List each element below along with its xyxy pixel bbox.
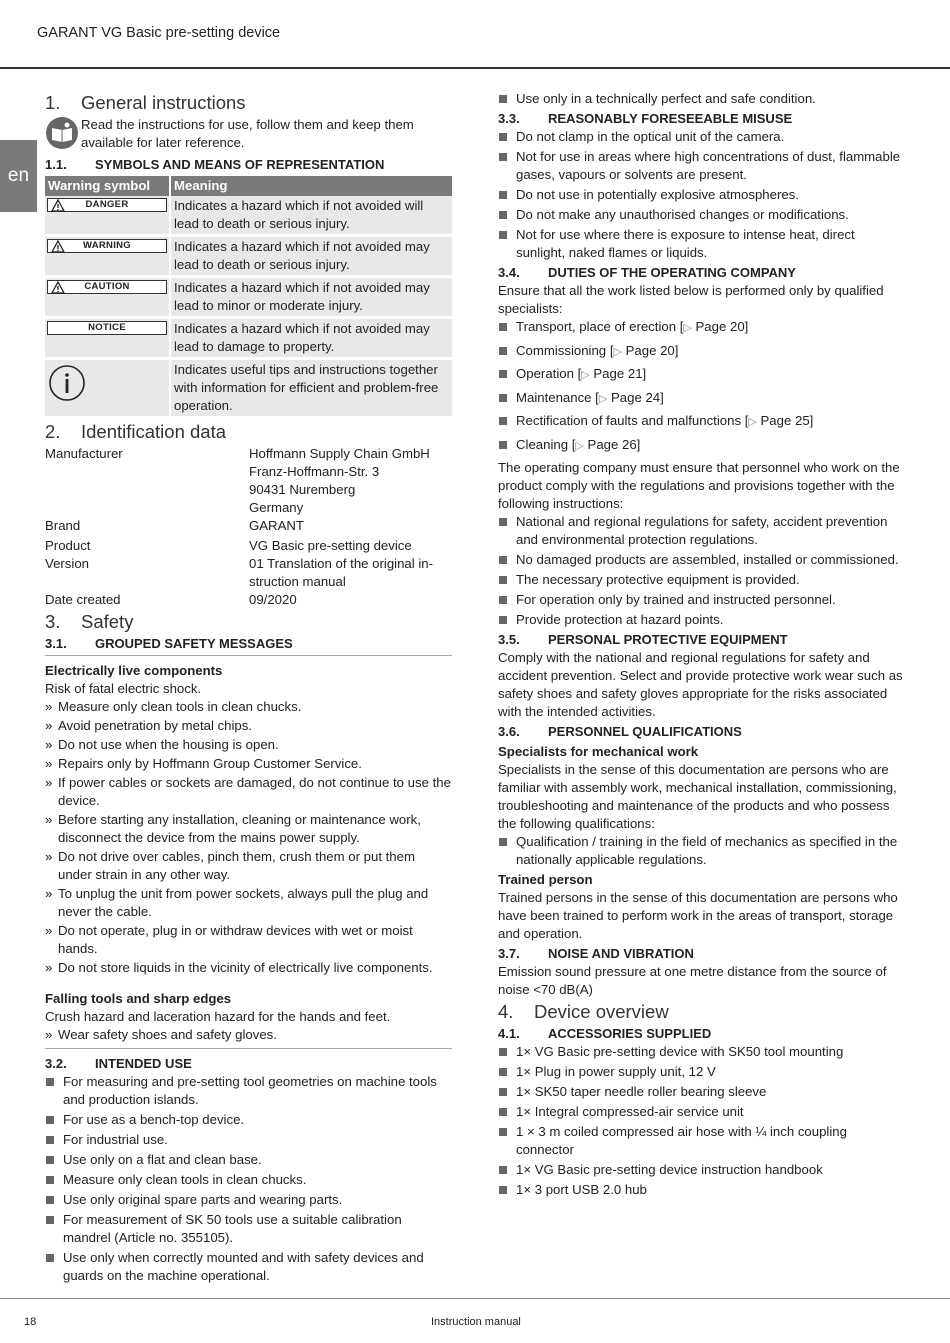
ident-key: Product [45,538,91,553]
list-item: » Avoid penetration by metal chips. [45,717,452,735]
list-item: » To unplug the unit from power sockets, always pull the plug and never the cable. [45,885,452,921]
subsection-3-6-heading: 3.6. PERSONNEL QUALIFICATIONS [498,724,742,739]
ident-key: Brand [45,518,81,533]
read-instructions-text: Read the instructions for use, follow them and keep them available for later reference. [81,117,414,150]
page-ref-icon: ▷ [581,369,590,381]
list-item: Do not make any unauthorised changes or modifications. [498,206,905,224]
ident-value: Hoffmann Supply Chain GmbH Franz-Hoffmann-Str. 3 90431 Nuremberg Germany [249,446,430,515]
trained-person-text: Trained persons in the sense of this documentation are persons who have been trained to perform work in the areas of transport, storage and operation. [498,890,898,941]
table-row [45,318,452,359]
table-row [45,359,452,418]
ident-key: Version [45,556,89,571]
subsection-3-4-heading: 3.4. DUTIES OF THE OPERATING COMPANY [498,265,796,280]
list-item: For operation only by trained and instructed personnel. [498,591,905,609]
identification-data [45,445,452,609]
list-item: Do not clamp in the optical unit of the camera. [498,128,905,146]
right-column [498,90,905,1201]
table-header-warning-symbol: Warning symbol [45,176,170,196]
page-ref-icon: ▷ [598,392,608,405]
mechanical-specialists-text: Specialists in the sense of this documentation are persons who are familiar with assembly work, mechanical installation, commissioning, troubleshooting and maintenance of the products and who possess the following qualifications: [498,762,897,831]
list-item: 1× VG Basic pre-setting device with SK50 tool mounting [498,1043,905,1061]
list-item: Do not use in potentially explosive atmospheres. [498,186,905,204]
read-instructions-note [45,116,452,152]
operating-company-list [498,513,905,629]
footer-document-title: Instruction manual [431,1316,521,1328]
meaning-cell: Indicates a hazard which if not avoided may lead to death or serious injury. [170,236,452,277]
caution-label: CAUTION [47,280,167,294]
list-item: » Do not operate, plug in or withdraw devices with wet or moist hands. [45,922,452,958]
page-number: 18 [24,1316,37,1328]
list-item: » Do not drive over cables, pinch them, crush them or put them under strain in any other way. [45,848,452,884]
electrical-hazard-title: Electrically live components [45,663,223,678]
header-rule [0,67,950,69]
cross-reference-link[interactable]: Cleaning [▷ Page 26] [498,436,905,455]
ident-key: Manufacturer [45,446,123,461]
section-3-heading: 3. Safety [45,611,134,632]
language-tab: en [0,140,37,212]
list-item: No damaged products are assembled, installed or commissioned. [498,551,905,569]
meaning-cell: Indicates a hazard which if not avoided may lead to damage to property. [170,318,452,359]
falling-tools-list [45,1026,452,1044]
subsection-3-7-heading: 3.7. NOISE AND VIBRATION [498,946,694,961]
list-item: 1 × 3 m coiled compressed air hose with ¼ inch coupling connector [498,1123,905,1159]
operating-company-intro: Ensure that all the work listed below is performed only by qualified specialists: [498,283,884,316]
electrical-hazard-intro: Risk of fatal electric shock. [45,681,202,696]
falling-tools-intro: Crush hazard and laceration hazard for the hands and feet. [45,1009,391,1024]
operating-company-paragraph: The operating company must ensure that personnel who work on the product comply with the regulations and provisions together with the following instructions: [498,460,900,511]
table-row [45,236,452,277]
subsection-1-1-heading: 1.1. SYMBOLS AND MEANS OF REPRESENTATION [45,157,385,172]
list-item: Use only in a technically perfect and safe condition. [498,90,905,108]
list-item: » Do not store liquids in the vicinity of electrically live components. [45,959,452,977]
qualification-list [498,833,905,869]
info-icon [48,364,86,402]
ident-value: 01 Translation of the original in- struction manual [249,556,433,589]
electrical-hazard-list [45,698,452,977]
list-item: Use only original spare parts and wearing parts. [45,1191,452,1209]
cross-reference-link[interactable]: Rectification of faults and malfunctions [▷ Page 25] [498,412,905,431]
list-item: 1× Plug in power supply unit, 12 V [498,1063,905,1081]
page-ref-icon: ▷ [575,439,584,452]
ident-value: 09/2020 [249,592,297,607]
meaning-cell: Indicates useful tips and instructions together with information for efficient and problem-free operation. [170,359,452,418]
warning-triangle-icon [51,281,65,294]
table-header-meaning: Meaning [170,176,452,196]
list-item: Not for use in areas where high concentrations of dust, flammable gases, vapours or solvents are present. [498,148,905,184]
noise-text: Emission sound pressure at one metre distance from the source of noise <70 dB(A) [498,964,887,997]
ident-key: Date created [45,592,121,607]
list-item: 1× VG Basic pre-setting device instruction handbook [498,1161,905,1179]
subsection-3-2-heading: 3.2. INTENDED USE [45,1056,192,1071]
list-item: » Measure only clean tools in clean chucks. [45,698,452,716]
section-2-heading: 2. Identification data [45,421,227,442]
list-item: Not for use where there is exposure to intense heat, direct sunlight, naked flames or liquids. [498,226,905,262]
page-ref-icon: ▷ [683,322,692,334]
section-1-heading: 1. General instructions [45,92,246,113]
list-item: » Before starting any installation, cleaning or maintenance work, disconnect the device from the mains power supply. [45,811,452,847]
table-row [45,277,452,318]
ppe-text: Comply with the national and regional regulations for safety and accident prevention. Select and provide protective work wear such as safety shoes and safety gloves appropriate for the risks associated with the intended activities. [498,650,903,719]
subsection-3-5-heading: 3.5. PERSONAL PROTECTIVE EQUIPMENT [498,632,788,647]
list-item: For measuring and pre-setting tool geometries on machine tools and production islands. [45,1073,452,1109]
warning-label: WARNING [47,239,167,253]
read-manual-icon [45,116,79,150]
cross-reference-link[interactable]: Transport, place of erection [▷ Page 20] [498,318,905,337]
list-item: 1× Integral compressed-air service unit [498,1103,905,1121]
intended-use-list [45,1073,452,1285]
list-item: » Do not use when the housing is open. [45,736,452,754]
falling-tools-title: Falling tools and sharp edges [45,991,232,1006]
meaning-cell: Indicates a hazard which if not avoided may lead to minor or moderate injury. [170,277,452,318]
cross-reference-link[interactable]: Commissioning [▷ Page 20] [498,342,905,361]
symbols-table [45,176,452,419]
list-item: Use only when correctly mounted and with safety devices and guards on the machine operational. [45,1249,452,1285]
list-item: Use only on a flat and clean base. [45,1151,452,1169]
mechanical-specialists-title: Specialists for mechanical work [498,744,699,759]
list-item: » Repairs only by Hoffmann Group Customer Service. [45,755,452,773]
list-item: For industrial use. [45,1131,452,1149]
table-row [45,196,452,236]
list-item: 1× SK50 taper needle roller bearing sleeve [498,1083,905,1101]
warning-triangle-icon [51,199,65,212]
list-item: For use as a bench-top device. [45,1111,452,1129]
accessories-list [498,1043,905,1199]
list-item: Qualification / training in the field of mechanics as specified in the nationally applicable regulations. [498,833,905,869]
cross-reference-list [498,318,905,455]
ident-value: VG Basic pre-setting device [249,538,412,553]
list-item: Provide protection at hazard points. [498,611,905,629]
cross-reference-link[interactable]: Maintenance [▷ Page 24] [498,389,905,408]
ident-value: GARANT [249,518,304,533]
list-item: For measurement of SK 50 tools use a suitable calibration mandrel (Article no. 355105). [45,1211,452,1247]
document-header-title: GARANT VG Basic pre-setting device [37,25,281,41]
list-item: » Wear safety shoes and safety gloves. [45,1026,452,1044]
misuse-list [498,128,905,262]
list-item: The necessary protective equipment is provided. [498,571,905,589]
page-ref-icon: ▷ [613,345,622,358]
danger-label: DANGER [47,198,167,212]
warning-triangle-icon [51,240,65,253]
meaning-cell: Indicates a hazard which if not avoided will lead to death or serious injury. [170,196,452,236]
footer-rule [0,1298,950,1299]
subsection-3-1-heading: 3.1. GROUPED SAFETY MESSAGES [45,635,452,656]
subsection-3-3-heading: 3.3. REASONABLY FORESEEABLE MISUSE [498,111,793,126]
left-column [45,90,452,1287]
intended-use-list-continued [498,90,905,108]
list-item: Measure only clean tools in clean chucks. [45,1171,452,1189]
trained-person-title: Trained person [498,872,593,887]
cross-reference-link[interactable]: Operation [▷ Page 21] [498,365,905,384]
section-4-heading: 4. Device overview [498,1001,669,1022]
subsection-4-1-heading: 4.1. ACCESSORIES SUPPLIED [498,1026,712,1041]
list-item: » If power cables or sockets are damaged, do not continue to use the device. [45,774,452,810]
list-item: National and regional regulations for safety, accident prevention and environmental protection regulations. [498,513,905,549]
notice-label: NOTICE [47,321,167,335]
list-item: 1× 3 port USB 2.0 hub [498,1181,905,1199]
page-ref-icon: ▷ [748,416,757,428]
